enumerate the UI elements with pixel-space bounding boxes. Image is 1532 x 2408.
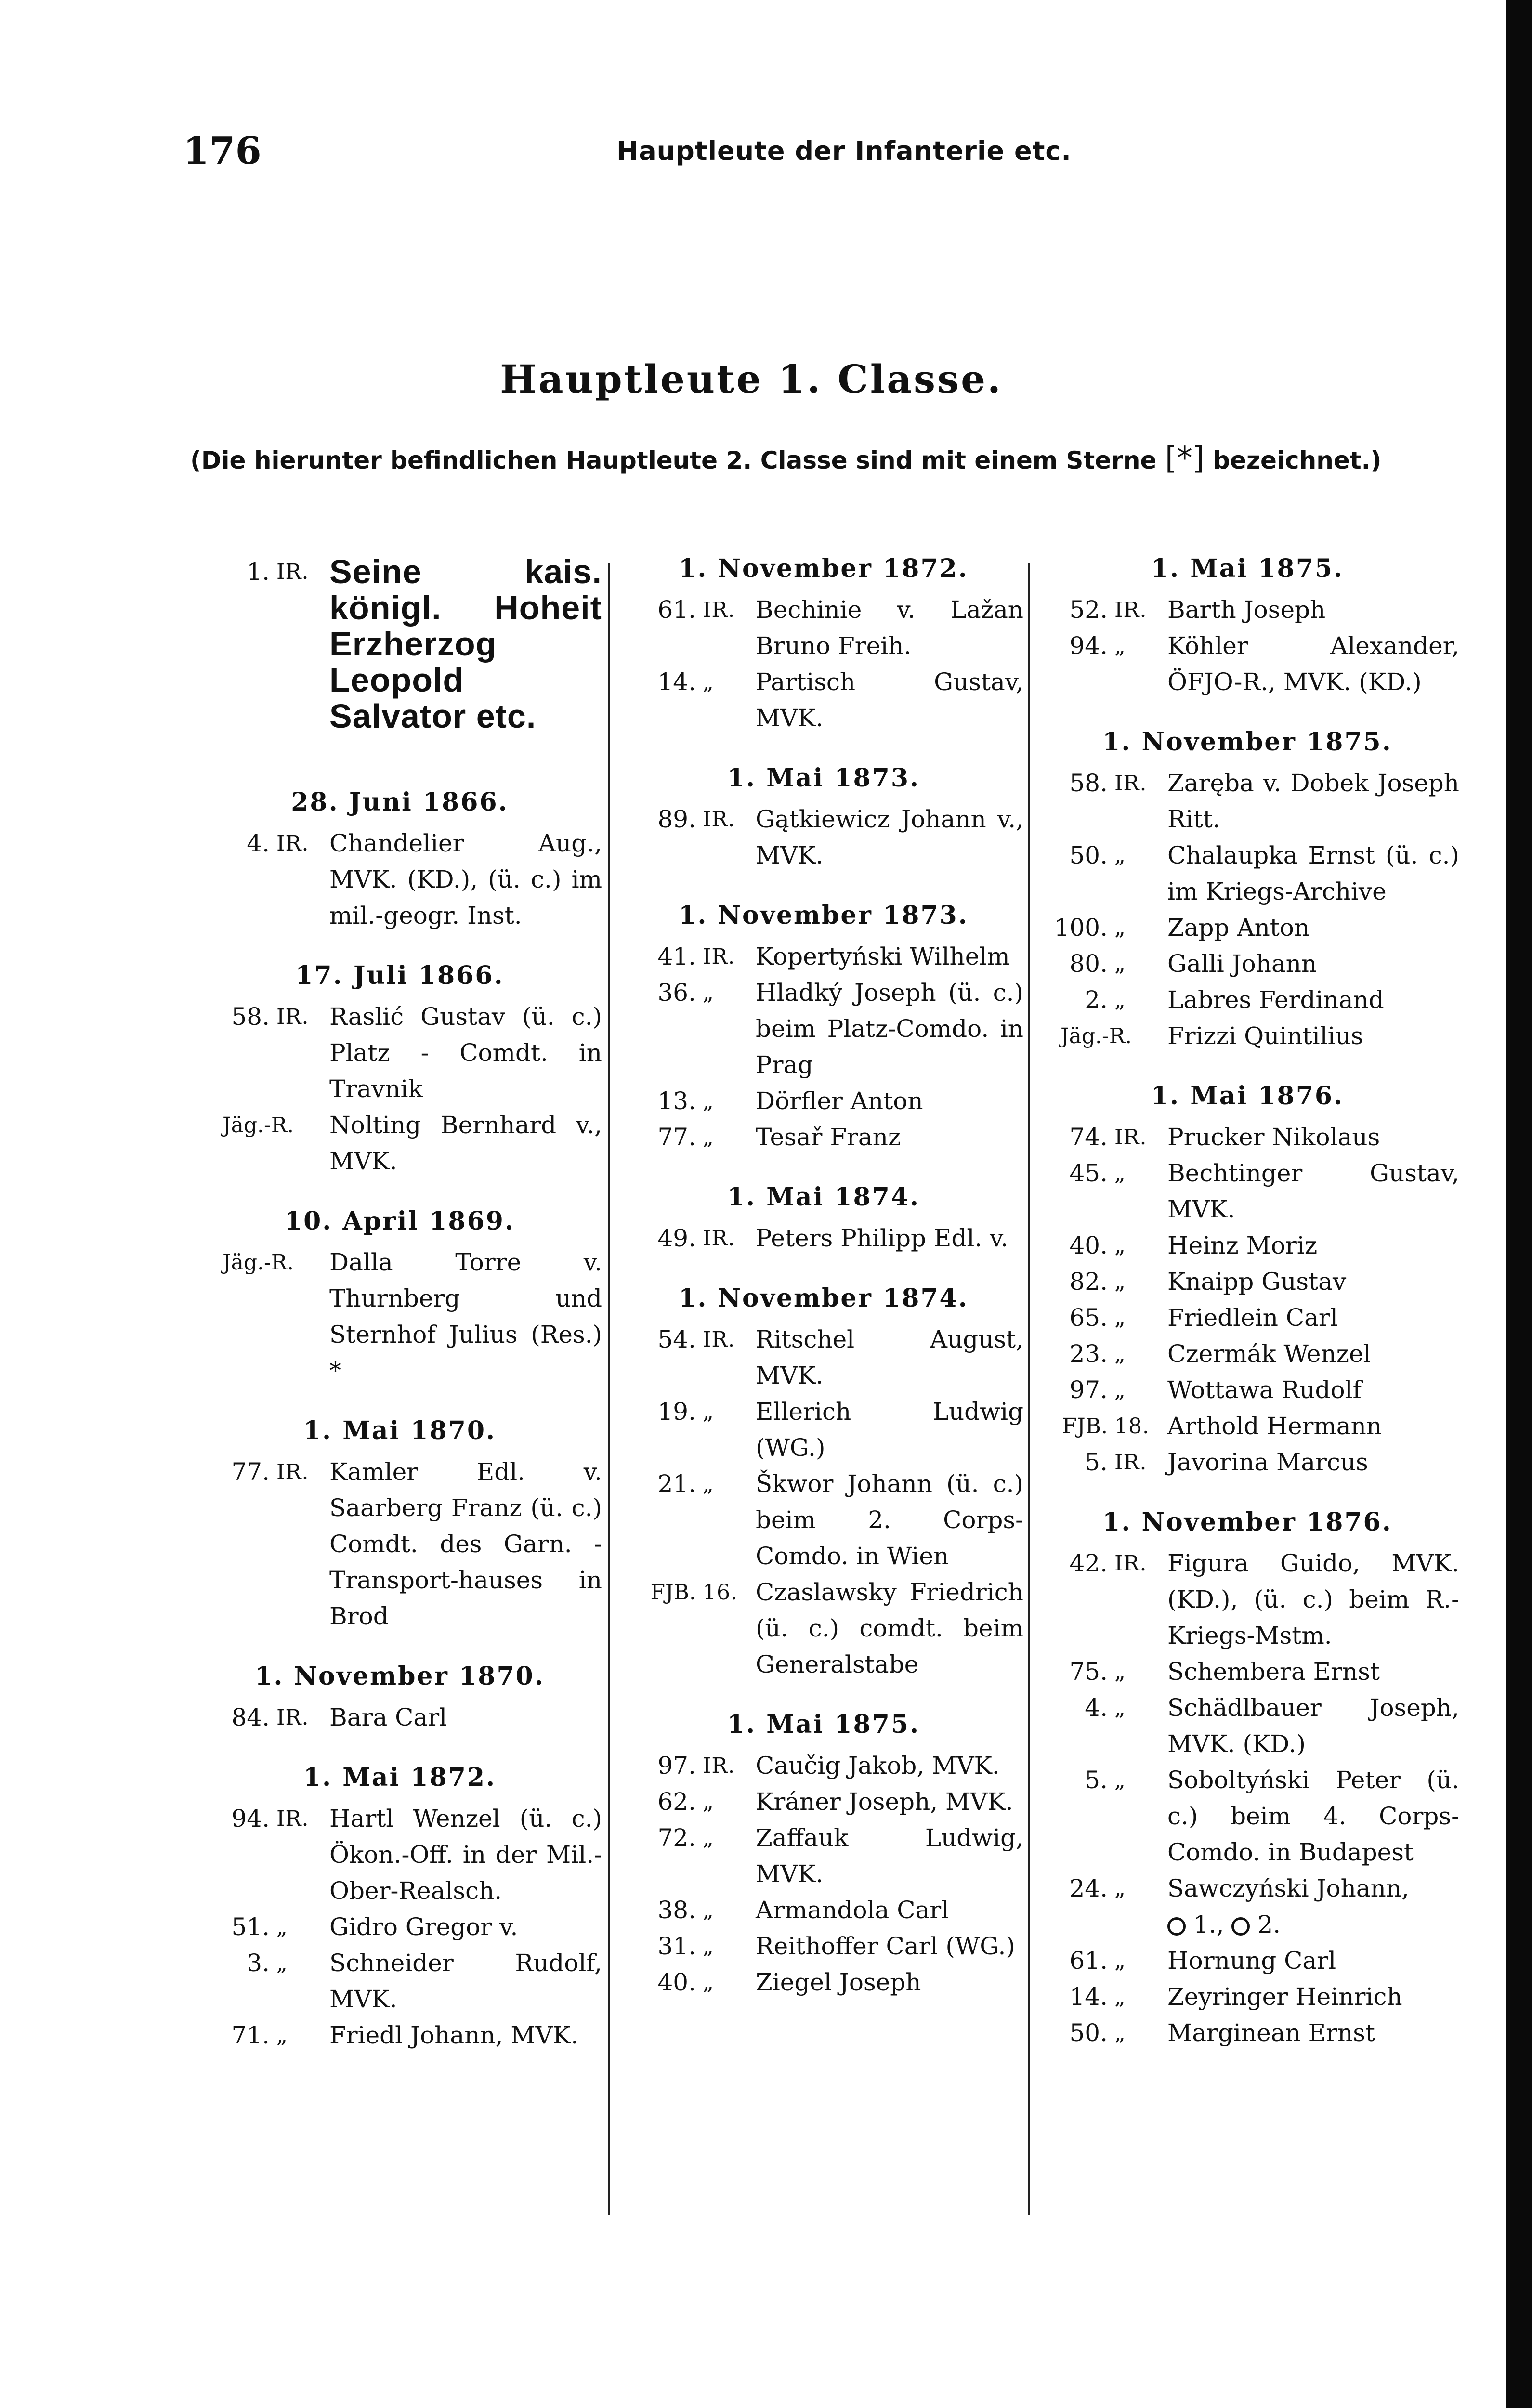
entry-regiment: „ (703, 1472, 714, 1496)
entry-regiment: IR. (703, 944, 735, 969)
entry-number: 52. (1069, 596, 1108, 624)
list-item (1035, 1336, 1459, 1372)
entry-number: 65. (1069, 1304, 1108, 1332)
entry-name: Hartl Wenzel (ü. c.) Ökon.-Off. in der Mil.-Ober-Realsch. (329, 1805, 602, 1905)
list-item (624, 1892, 1023, 1928)
entry-number: 50. (1069, 2019, 1108, 2047)
list-item (624, 1220, 1023, 1256)
list-item (197, 1454, 602, 1635)
entry-name: Nolting Bernhard v., MVK. (329, 1111, 602, 1175)
entry-number: FJB. (1062, 1414, 1108, 1439)
entry-name: Marginean Ernst (1167, 2019, 1375, 2047)
circle-icon (1231, 1917, 1250, 1936)
entry-name: Caučig Jakob, MVK. (756, 1752, 1000, 1780)
entry-regiment: „ (1114, 1306, 1126, 1330)
entry-number: 61. (657, 596, 696, 624)
entry-name: Bechinie v. Lažan Bruno Freih. (756, 596, 1023, 660)
entry-name: Javorina Marcus (1167, 1448, 1368, 1476)
entry-number: 94. (1069, 632, 1108, 660)
entry-regiment: IR. (703, 1226, 735, 1251)
entry-number: 40. (657, 1968, 696, 1996)
promotion-date: 17. Juli 1866. (295, 961, 504, 990)
list-item (1035, 946, 1459, 982)
entry-name: Schneider Rudolf, MVK. (329, 1949, 602, 2013)
entry-regiment: „ (1114, 988, 1126, 1012)
entry-regiment: „ (1114, 1876, 1126, 1901)
entry-regiment: „ (1114, 1949, 1126, 1973)
list-item (197, 1945, 602, 2017)
entry-name: Figura Guido, MVK. (KD.), (ü. c.) beim R.-Kriegs-Mstm. (1167, 1549, 1459, 1649)
promotion-date: 1. November 1875. (1102, 727, 1392, 757)
entry-regiment: IR. (276, 831, 309, 856)
entry-regiment: „ (1114, 1342, 1126, 1366)
entry-name-text: Sawczyński Johann, (1167, 1874, 1409, 1902)
list-item (1035, 1871, 1459, 1943)
entry-name: Kamler Edl. v. Saarberg Franz (ü. c.) Comdt. des Garn. - Transport-hauses in Brod (329, 1458, 602, 1630)
promotion-date: 1. Mai 1875. (1151, 554, 1344, 583)
entry-regiment: „ (1114, 1985, 1126, 2009)
promotion-date: 1. Mai 1873. (727, 763, 920, 793)
entry-regiment: „ (703, 1898, 714, 1923)
column-2 (624, 554, 1023, 2001)
entry-regiment: „ (1114, 1269, 1126, 1294)
promotion-date: 28. Juni 1866. (291, 787, 509, 817)
entry-name: Czermák Wenzel (1167, 1340, 1371, 1368)
promotion-date: 1. Mai 1876. (1151, 1081, 1344, 1111)
entry-number: 4. (1085, 1694, 1108, 1722)
entry-name: Zapp Anton (1167, 914, 1310, 942)
entry-number: 1. (247, 558, 270, 586)
entry-regiment: „ (703, 981, 714, 1005)
entry-name: Prucker Nikolaus (1167, 1123, 1380, 1151)
entry-regiment: IR. (703, 1754, 735, 1778)
entry-regiment: „ (1114, 2021, 1126, 2045)
entry-name: Armandola Carl (756, 1896, 949, 1924)
entry-number: 38. (657, 1896, 696, 1924)
entry-number: 13. (657, 1087, 696, 1115)
entry-name: Tesař Franz (756, 1123, 901, 1151)
list-item (197, 825, 602, 934)
entry-regiment: IR. (1114, 1125, 1147, 1150)
entry-number: 21. (657, 1470, 696, 1498)
entry-number: 4. (247, 829, 270, 857)
entry-name (1167, 1871, 1459, 1943)
entry-regiment: „ (703, 1826, 714, 1850)
list-item (1035, 1545, 1459, 1654)
entry-number: 72. (657, 1824, 696, 1852)
entry-number: 54. (657, 1325, 696, 1353)
list-item (1035, 1943, 1459, 1979)
entry-name: Škwor Johann (ü. c.) beim 2. Corps-Comdo. in Wien (756, 1470, 1023, 1570)
list-item (624, 1784, 1023, 1820)
entry-regiment: IR. (276, 1005, 309, 1029)
list-item (624, 1083, 1023, 1119)
list-item (624, 592, 1023, 664)
list-item (1035, 838, 1459, 910)
entry-name: Ziegel Joseph (756, 1968, 921, 1996)
list-item (1035, 1690, 1459, 1762)
entry-regiment: „ (1114, 1233, 1126, 1258)
entry-number: 100. (1054, 914, 1108, 942)
entry-regiment: IR. (276, 1460, 309, 1484)
entry-regiment: IR. (1114, 598, 1147, 622)
list-item (197, 999, 602, 1107)
promotion-date: 1. November 1872. (679, 554, 969, 583)
list-item (1035, 1300, 1459, 1336)
entry-regiment: „ (1114, 1696, 1126, 1720)
entry-name: Friedlein Carl (1167, 1304, 1338, 1332)
list-item (197, 554, 602, 734)
entry-regiment: „ (703, 1934, 714, 1959)
decoration-class: 1., (1193, 1911, 1224, 1938)
page-number: 176 (183, 129, 262, 173)
entry-number: 51. (231, 1913, 270, 1941)
entry-name: Frizzi Quintilius (1167, 1022, 1363, 1050)
entry-regiment: „ (1114, 1660, 1126, 1684)
list-item (1035, 982, 1459, 1018)
list-item (1035, 910, 1459, 946)
entry-name: Peters Philipp Edl. v. (756, 1224, 1008, 1252)
entry-number: 89. (657, 805, 696, 833)
entry-name: Raslić Gustav (ü. c.) Platz - Comdt. in Travnik (329, 1003, 602, 1103)
section-title: Hauptleute 1. Classe. (500, 356, 1003, 402)
entry-name: Arthold Hermann (1167, 1412, 1382, 1440)
list-item (197, 1107, 602, 1179)
note-text-end: bezeichnet.) (1213, 446, 1382, 474)
promotion-date: 1. November 1876. (1102, 1507, 1392, 1537)
promotion-date: 1. November 1870. (255, 1662, 545, 1691)
entry-number: 49. (657, 1224, 696, 1252)
list-item (1035, 2015, 1459, 2051)
promotion-date: 1. Mai 1872. (303, 1763, 497, 1792)
entry-regiment: IR. (276, 1806, 309, 1831)
list-item (197, 1909, 602, 1945)
list-item (624, 1574, 1023, 1683)
circle-icon (1167, 1917, 1186, 1936)
entry-name: Czaslawsky Friedrich (ü. c.) comdt. beim Generalstabe (756, 1578, 1023, 1678)
entry-number: Jäg.-R. (222, 1250, 294, 1275)
entry-number: 24. (1069, 1874, 1108, 1902)
entry-number: 31. (657, 1932, 696, 1960)
entry-regiment: „ (1114, 634, 1126, 658)
list-item (624, 1322, 1023, 1394)
entry-regiment: IR. (276, 560, 309, 584)
list-item (1035, 765, 1459, 838)
entry-name: Hornung Carl (1167, 1947, 1336, 1975)
entry-name: Kráner Joseph, MVK. (756, 1788, 1013, 1816)
entry-regiment: „ (1114, 1161, 1126, 1186)
list-item (624, 1466, 1023, 1574)
entry-regiment: IR. (703, 807, 735, 832)
decoration-class: 2. (1257, 1911, 1281, 1938)
entry-regiment: „ (1114, 916, 1126, 940)
entry-regiment: „ (703, 1125, 714, 1150)
entry-number: 45. (1069, 1159, 1108, 1187)
scan-edge-right (1506, 0, 1532, 2408)
entry-number: 41. (657, 942, 696, 970)
entry-regiment: IR. (1114, 1450, 1147, 1475)
promotion-date: 1. November 1874. (679, 1283, 969, 1313)
list-item (624, 1820, 1023, 1892)
entry-name: Labres Ferdinand (1167, 986, 1384, 1014)
entry-name: Zaręba v. Dobek Joseph Ritt. (1167, 769, 1459, 833)
entry-number: FJB. (650, 1580, 696, 1605)
list-item (624, 1119, 1023, 1155)
entry-regiment: „ (703, 1400, 714, 1424)
entry-regiment: „ (703, 1089, 714, 1113)
entry-regiment: IR. (1114, 771, 1147, 796)
entry-name: Zaffauk Ludwig, MVK. (756, 1824, 1023, 1888)
entry-name: Knaipp Gustav (1167, 1268, 1347, 1296)
list-item (1035, 1372, 1459, 1408)
promotion-date: 1. Mai 1875. (727, 1710, 920, 1739)
entry-number: 2. (1085, 986, 1108, 1014)
list-item (197, 1244, 602, 1389)
entry-name: Heinz Moriz (1167, 1231, 1318, 1259)
column-divider (1028, 563, 1030, 2215)
entry-regiment: „ (276, 1951, 288, 1976)
entry-regiment: IR. (703, 1327, 735, 1352)
list-item (624, 1394, 1023, 1466)
list-item (197, 1801, 602, 1909)
entry-regiment: „ (1114, 843, 1126, 868)
entry-number: 5. (1085, 1448, 1108, 1476)
entry-number: 40. (1069, 1231, 1108, 1259)
entry-name: Ellerich Ludwig (WG.) (756, 1398, 1023, 1462)
entry-name: Schembera Ernst (1167, 1658, 1380, 1686)
entry-regiment: „ (276, 1915, 288, 1939)
note-text: (Die hierunter befindlichen Hauptleute 2. Classe sind mit einem Sterne (190, 446, 1157, 474)
entry-number: 14. (1069, 1983, 1108, 2011)
entry-name: Ritschel August, MVK. (756, 1325, 1023, 1389)
entry-number: 14. (657, 668, 696, 696)
entry-regiment: „ (1114, 952, 1126, 976)
list-item (1035, 1155, 1459, 1228)
entry-number: 36. (657, 979, 696, 1007)
list-item (1035, 1408, 1459, 1444)
list-item (1035, 1018, 1459, 1054)
entry-number: 71. (231, 2021, 270, 2049)
entry-number: 3. (247, 1949, 270, 1977)
section-note (190, 441, 1447, 476)
entry-number: 23. (1069, 1340, 1108, 1368)
entry-name: Barth Joseph (1167, 596, 1326, 624)
promotion-date: 10. April 1869. (284, 1206, 515, 1236)
entry-name: Bara Carl (329, 1703, 447, 1731)
entry-regiment: IR. (1114, 1551, 1147, 1576)
entry-number: Jäg.-R. (1060, 1024, 1132, 1048)
entry-name: Soboltyński Peter (ü. c.) beim 4. Corps-Comdo. in Budapest (1167, 1766, 1459, 1866)
entry-number: 84. (231, 1703, 270, 1731)
list-item (1035, 592, 1459, 628)
entry-number: Jäg.-R. (222, 1113, 294, 1138)
list-item (1035, 1444, 1459, 1480)
entry-name: Gątkiewicz Johann v., MVK. (756, 805, 1023, 869)
entry-regiment: „ (276, 2023, 288, 2048)
entry-name: Seine kais. königl. Hoheit Erzherzog Leopold Salvator etc. (329, 553, 602, 735)
page-header (183, 129, 1512, 182)
entry-name: Chalaupka Ernst (ü. c.) im Kriegs-Archive (1167, 841, 1459, 905)
entry-number: 58. (231, 1003, 270, 1031)
entry-number: 97. (657, 1752, 696, 1780)
entry-regiment: „ (703, 670, 714, 694)
promotion-date: 1. Mai 1874. (727, 1182, 920, 1212)
list-item (197, 2017, 602, 2054)
entry-regiment: IR. (703, 598, 735, 622)
star-symbol: [*] (1165, 441, 1205, 476)
list-item (624, 1748, 1023, 1784)
entry-number: 5. (1085, 1766, 1108, 1794)
list-item (1035, 1979, 1459, 2015)
entry-number: 74. (1069, 1123, 1108, 1151)
entry-number: 58. (1069, 769, 1108, 797)
list-item (624, 801, 1023, 874)
entry-name: Schädlbauer Joseph, MVK. (KD.) (1167, 1694, 1459, 1758)
list-item (1035, 1119, 1459, 1155)
list-item (624, 1928, 1023, 1964)
list-item (624, 664, 1023, 736)
entry-number: 77. (231, 1458, 270, 1486)
list-item (1035, 1264, 1459, 1300)
entry-number: 62. (657, 1788, 696, 1816)
entry-name: Zeyringer Heinrich (1167, 1983, 1402, 2011)
running-title: Hauptleute der Infanterie etc. (616, 136, 1072, 166)
entry-number: 77. (657, 1123, 696, 1151)
entry-regiment: „ (1114, 1378, 1126, 1402)
entry-regiment: IR. (276, 1705, 309, 1730)
entry-name: Galli Johann (1167, 950, 1317, 978)
entry-number: 80. (1069, 950, 1108, 978)
entry-regiment: 16. (703, 1580, 738, 1605)
entry-number: 61. (1069, 1947, 1108, 1975)
entry-name: Bechtinger Gustav, MVK. (1167, 1159, 1459, 1223)
entry-name: Wottawa Rudolf (1167, 1376, 1362, 1404)
entry-number: 82. (1069, 1268, 1108, 1296)
entry-number: 97. (1069, 1376, 1108, 1404)
entry-name: Köhler Alexander, ÖFJO-R., MVK. (KD.) (1167, 632, 1459, 696)
entry-number: 94. (231, 1805, 270, 1832)
list-item (624, 1964, 1023, 2001)
entry-name: Dörfler Anton (756, 1087, 923, 1115)
entry-name: Reithoffer Carl (WG.) (756, 1932, 1015, 1960)
entry-name: Friedl Johann, MVK. (329, 2021, 578, 2049)
entry-regiment: 18. (1114, 1414, 1150, 1439)
entry-regiment: „ (1114, 1768, 1126, 1793)
entry-name: Kopertyński Wilhelm (756, 942, 1010, 970)
entry-name: Chandelier Aug., MVK. (KD.), (ü. c.) im mil.-geogr. Inst. (329, 829, 602, 929)
list-item (197, 1700, 602, 1736)
entry-number: 42. (1069, 1549, 1108, 1577)
column-1 (197, 554, 602, 2054)
promotion-date: 1. November 1873. (679, 901, 969, 930)
entry-name: Gidro Gregor v. (329, 1913, 518, 1941)
list-item (1035, 1228, 1459, 1264)
entry-regiment: „ (703, 1970, 714, 1995)
entry-number: 19. (657, 1398, 696, 1426)
list-item (1035, 1762, 1459, 1871)
list-item (624, 975, 1023, 1083)
promotion-date: 1. Mai 1870. (303, 1416, 497, 1445)
entry-number: 50. (1069, 841, 1108, 869)
entry-name: Hladký Joseph (ü. c.) beim Platz-Comdo. in Prag (756, 979, 1023, 1079)
list-item (1035, 628, 1459, 700)
list-item (624, 939, 1023, 975)
entry-number: 75. (1069, 1658, 1108, 1686)
entry-name: Partisch Gustav, MVK. (756, 668, 1023, 732)
column-3 (1035, 554, 1459, 2051)
column-divider (608, 563, 610, 2215)
entry-name: Dalla Torre v. Thurnberg und Sternhof Julius (Res.) * (329, 1248, 602, 1385)
entry-regiment: „ (703, 1790, 714, 1814)
list-item (1035, 1654, 1459, 1690)
